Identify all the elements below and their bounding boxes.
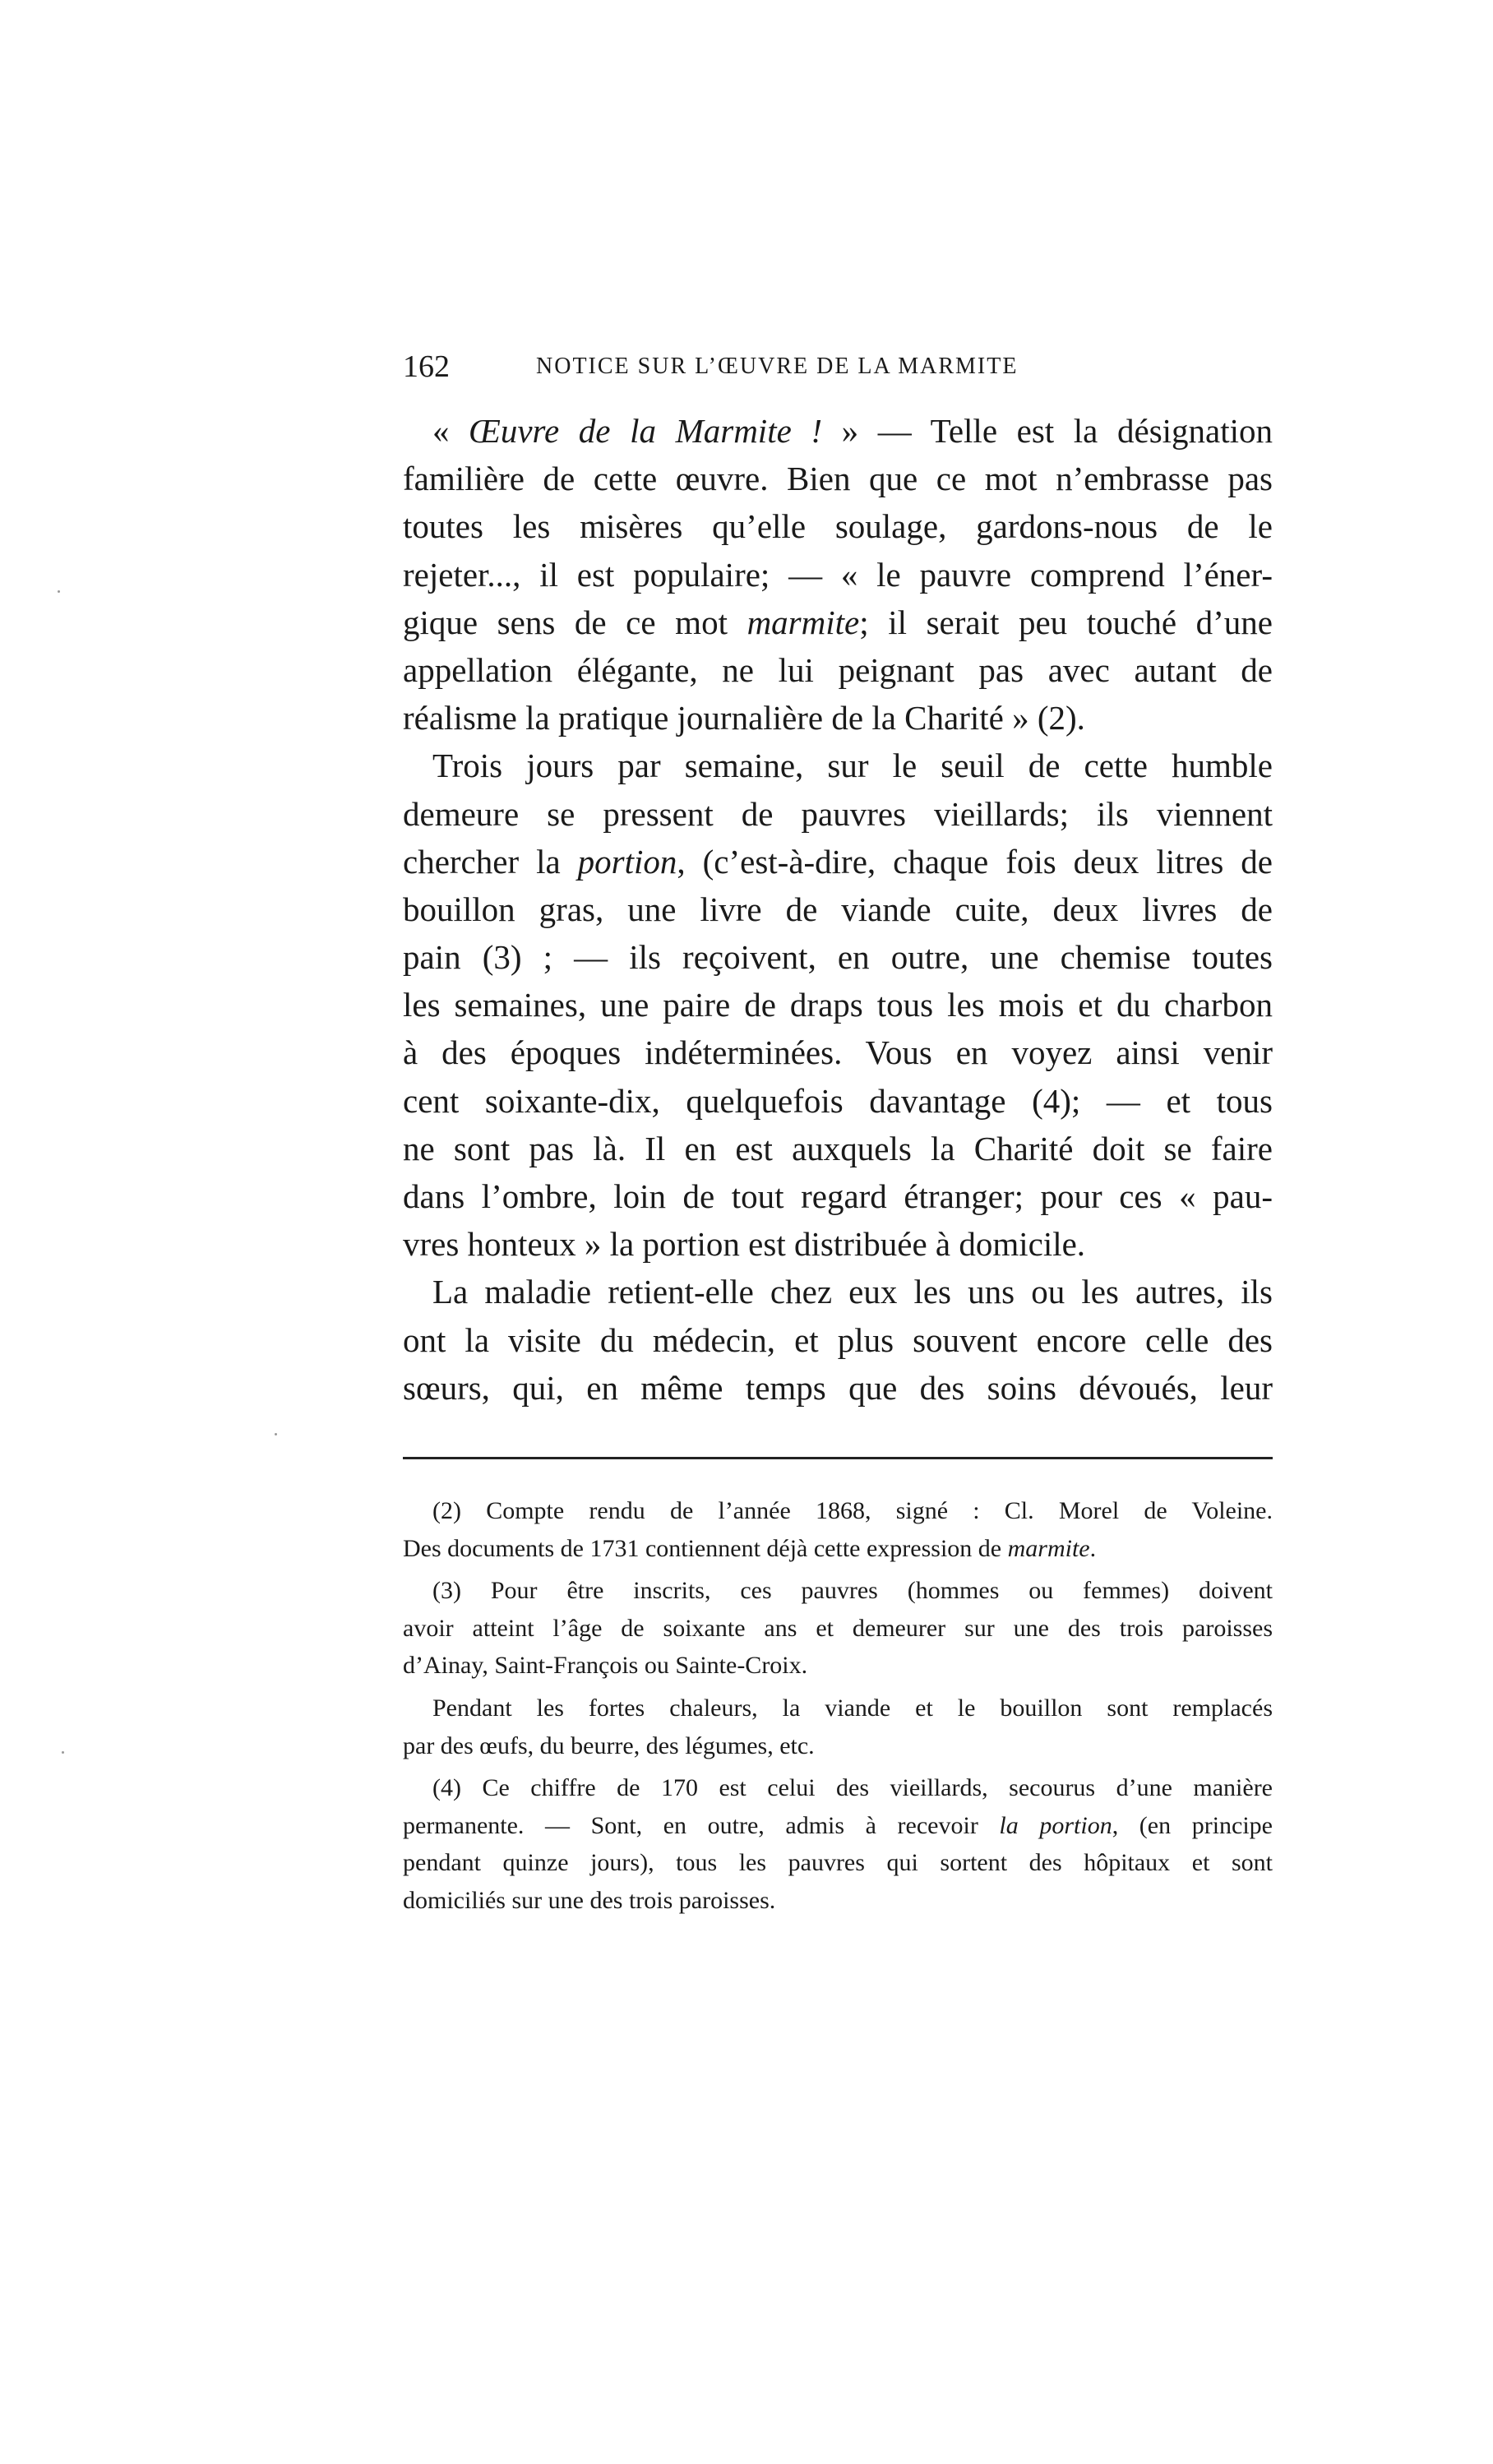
scan-speck (62, 1751, 64, 1754)
text-run: les semaines, une paire de draps tous les mois et du charbon (403, 986, 1273, 1024)
footnote-line (403, 1492, 1273, 1530)
text-run: toutes les misères qu’elle soulage, gardons-nous de le (403, 507, 1273, 546)
page-number: 162 (403, 349, 450, 384)
footnote-line (403, 1844, 1273, 1882)
text-run: Des documents de 1731 contiennent déjà cette expression de (403, 1534, 1008, 1562)
italic-text: Œuvre de la Marmite ! (469, 412, 842, 450)
footnote (403, 1572, 1273, 1685)
italic-text: marmite (1007, 1534, 1090, 1562)
text-line (403, 885, 1273, 933)
footnote-line (403, 1610, 1273, 1648)
text-line (403, 1029, 1273, 1076)
text-run: rejeter..., il est populaire; — « le pauvre comprend l’éner- (403, 555, 1273, 594)
text-run: cent soixante-dix, quelquefois davantage (4); — et tous (403, 1081, 1273, 1120)
text-run: « (432, 412, 469, 450)
text-line (403, 1316, 1273, 1364)
text-line (403, 1077, 1273, 1125)
footnotes (403, 1492, 1273, 1920)
footnote-line (403, 1882, 1273, 1920)
text-run: » — Telle est la désignation (841, 412, 1273, 450)
text-run: (2) Compte rendu de l’année 1868, signé : Cl. Morel de Voleine. (432, 1497, 1273, 1524)
text-run: sœurs, qui, en même temps que des soins dévoués, leur (403, 1368, 1273, 1407)
footnote-line (403, 1530, 1273, 1568)
text-run: par des œufs, du beurre, des légumes, etc. (403, 1731, 815, 1759)
text-line (403, 1220, 1273, 1268)
text-run: domiciliés sur une des trois paroisses. (403, 1886, 776, 1914)
text-run: , (c’est-à-dire, chaque fois deux litres de (677, 842, 1273, 881)
text-run: ; il serait peu touché d’une (859, 603, 1273, 641)
text-run: appellation élégante, ne lui peignant pas avec autant de (403, 650, 1273, 689)
text-run: (3) Pour être inscrits, ces pauvres (hommes ou femmes) doivent (432, 1577, 1273, 1605)
text-run: gique sens de ce mot (403, 603, 747, 641)
text-run: dans l’ombre, loin de tout regard étranger; pour ces « pau- (403, 1177, 1273, 1215)
text-run: Pendant les fortes chaleurs, la viande et le bouillon sont remplacés (432, 1694, 1273, 1722)
text-line (403, 1125, 1273, 1172)
text-line (403, 502, 1273, 550)
text-run: demeure se pressent de pauvres vieillards; ils viennent (403, 794, 1273, 833)
italic-text: portion (577, 842, 677, 881)
text-line (403, 1172, 1273, 1220)
text-run: d’Ainay, Saint-François ou Sainte-Croix. (403, 1652, 808, 1680)
text-run: avoir atteint l’âge de soixante ans et demeurer sur une des trois paroisses (403, 1614, 1273, 1642)
text-line (403, 981, 1273, 1029)
footnote-line (403, 1572, 1273, 1610)
text-line (403, 838, 1273, 885)
text-line (403, 551, 1273, 599)
text-run: à des époques indéterminées. Vous en voyez ainsi venir (403, 1033, 1273, 1072)
text-run: (4) Ce chiffre de 170 est celui des vieillards, secourus d’une manière (432, 1774, 1273, 1802)
text-line (403, 599, 1273, 646)
text-run: familière de cette œuvre. Bien que ce mot n’embrasse pas (403, 460, 1273, 498)
text-run: bouillon gras, une livre de viande cuite, deux livres de (403, 890, 1273, 928)
text-run: pendant quinze jours), tous les pauvres qui sortent des hôpitaux et sont (403, 1849, 1273, 1877)
text-line (403, 1268, 1273, 1315)
footnote-line (403, 1690, 1273, 1727)
text-run: vres honteux » la portion est distribuée à domicile. (403, 1225, 1086, 1264)
text-run: permanente. — Sont, en outre, admis à recevoir (403, 1811, 1000, 1839)
italic-text: marmite (746, 603, 860, 641)
footnote-line (403, 1647, 1273, 1685)
footnote-line (403, 1807, 1273, 1845)
text-line (403, 694, 1273, 742)
italic-text: la portion (999, 1811, 1112, 1839)
text-run: ont la visite du médecin, et plus souvent encore celle des (403, 1320, 1273, 1359)
footnote-line (403, 1769, 1273, 1807)
text-line (403, 933, 1273, 981)
text-line (403, 1364, 1273, 1412)
text-run: réalisme la pratique journalière de la Charité » (2). (403, 699, 1085, 737)
footnote (403, 1492, 1273, 1567)
text-line (403, 742, 1273, 789)
text-line (403, 455, 1273, 502)
text-line (403, 790, 1273, 838)
text-run: Trois jours par semaine, sur le seuil de cette humble (432, 747, 1273, 785)
footnote-line (403, 1727, 1273, 1765)
text-run: , (en principe (1112, 1811, 1273, 1839)
text-line (403, 646, 1273, 694)
text-run: . (1089, 1534, 1097, 1562)
scan-speck (275, 1433, 277, 1435)
footnote-separator (403, 1457, 1273, 1459)
scan-speck (58, 590, 60, 593)
text-run: pain (3) ; — ils reçoivent, en outre, une chemise toutes (403, 938, 1273, 977)
footnote (403, 1769, 1273, 1919)
text-run: La maladie retient-elle chez eux les uns ou les autres, ils (432, 1273, 1273, 1311)
text-run: chercher la (403, 842, 578, 881)
page-header (403, 349, 1273, 390)
body-text (403, 407, 1273, 1412)
text-line (403, 407, 1273, 455)
running-title: NOTICE SUR L’ŒUVRE DE LA MARMITE (536, 354, 1019, 379)
text-run: ne sont pas là. Il en est auxquels la Charité doit se faire (403, 1129, 1273, 1167)
footnote (403, 1690, 1273, 1764)
